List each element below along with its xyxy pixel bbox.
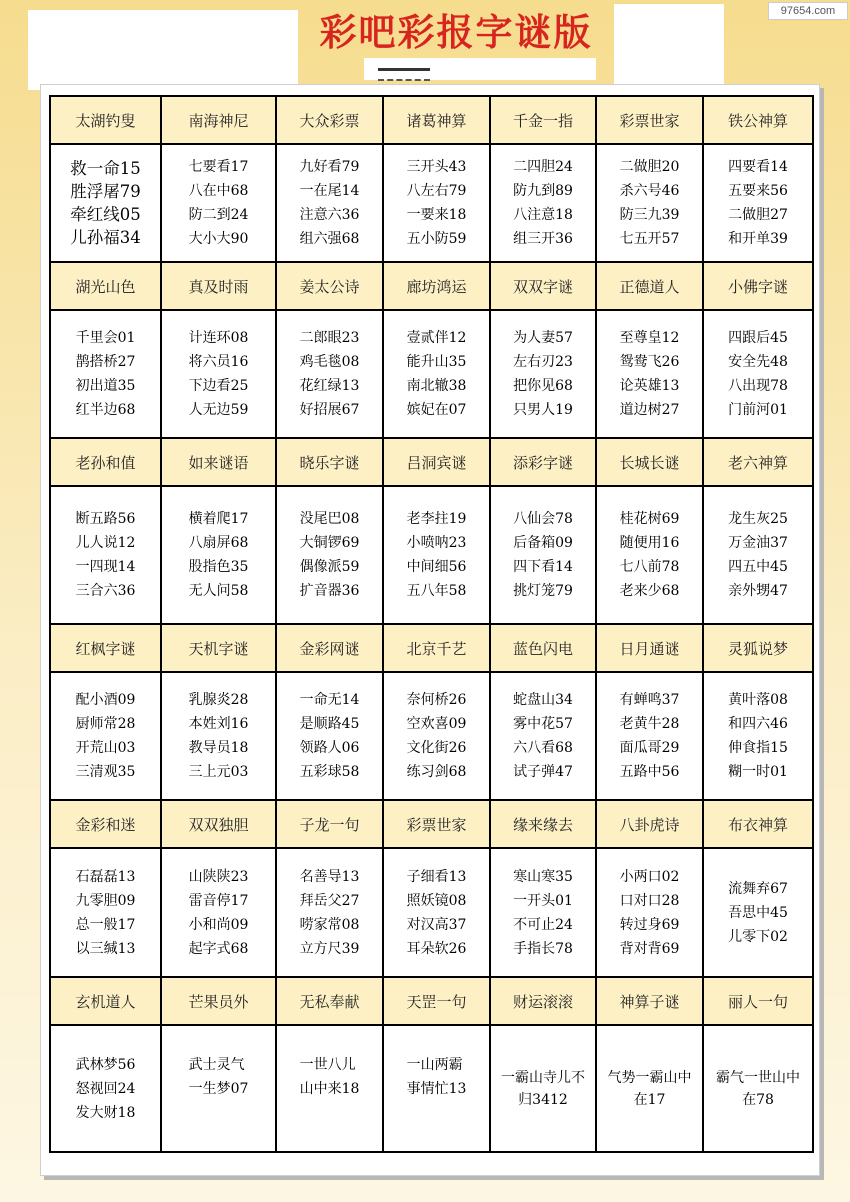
riddle-line: 伸食指15: [728, 740, 788, 756]
riddle-line: 黄叶落08: [728, 692, 788, 708]
source-name-cell: 北京千艺: [383, 624, 490, 672]
source-name-cell: 财运滚滚: [490, 977, 596, 1025]
riddle-line: 三开头43: [406, 159, 467, 175]
riddle-line: 蛇盘山34: [513, 692, 573, 708]
riddle-line: 试子弹47: [513, 764, 573, 780]
section-body-row: [50, 310, 813, 438]
source-name-cell: 子龙一句: [276, 800, 383, 848]
riddle-line: 空欢喜09: [406, 716, 467, 732]
riddle-cell: [161, 486, 276, 624]
riddle-line: 防二到24: [188, 207, 249, 223]
riddle-line: 四跟后45: [728, 330, 788, 346]
riddle-line: 扩音器36: [299, 583, 360, 599]
riddle-line: 乳腺炎28: [188, 692, 249, 708]
riddle-line: 转过身69: [619, 916, 680, 933]
riddle-line: 七五开57: [619, 231, 680, 247]
riddle-line: 九零胆09: [75, 892, 136, 909]
riddle-line: 五八年58: [406, 583, 467, 599]
riddle-lines: [189, 326, 249, 422]
riddle-lines: [300, 1053, 360, 1125]
riddle-line: 子细看13: [406, 868, 467, 885]
riddle-cell: [50, 1025, 161, 1152]
riddle-line: 八注意18: [513, 207, 573, 223]
riddle-line: 南北辙38: [406, 378, 467, 394]
riddle-table: [49, 95, 814, 1153]
riddle-cell: [703, 310, 813, 438]
riddle-line: 配小酒09: [75, 692, 136, 708]
riddle-line: 牵红线05: [70, 205, 141, 224]
riddle-line: 七八前78: [619, 559, 680, 575]
riddle-line: 领路人06: [299, 740, 360, 756]
source-name-cell: 玄机道人: [50, 977, 161, 1025]
riddle-cell: [596, 1025, 703, 1152]
riddle-line: 起字式68: [188, 940, 249, 957]
riddle-line: 三合六36: [75, 583, 136, 599]
riddle-line: 为人妻57: [513, 330, 573, 346]
riddle-cell: [276, 310, 383, 438]
riddle-line: 中间细56: [406, 559, 467, 575]
riddle-line: 杀六号46: [619, 183, 680, 199]
scribble-mark: [378, 68, 430, 81]
riddle-line: 名善导13: [299, 868, 360, 885]
riddle-line: 八出现78: [728, 378, 788, 394]
riddle-line: 一四现14: [75, 559, 136, 575]
riddle-lines: [728, 688, 788, 784]
riddle-line: 一开头01: [513, 892, 573, 909]
riddle-line: 小和尚09: [188, 916, 249, 933]
riddle-lines: [300, 155, 360, 251]
source-name-cell: 诸葛神算: [383, 96, 490, 144]
riddle-line: 口对口28: [619, 892, 680, 909]
riddle-cell: [490, 144, 596, 262]
riddle-cell: [490, 1025, 596, 1152]
source-name-cell: 神算子谜: [596, 977, 703, 1025]
riddle-lines: [407, 155, 467, 251]
riddle-cell: [596, 486, 703, 624]
riddle-line: 一山两霸: [406, 1056, 463, 1073]
riddle-cell: [490, 310, 596, 438]
riddle-line: 无人问58: [188, 583, 249, 599]
riddle-lines: [620, 507, 680, 603]
riddle-cell: [383, 486, 490, 624]
site-watermark: 97654.com: [768, 2, 848, 20]
riddle-line: 只男人19: [513, 402, 573, 418]
riddle-lines: [728, 507, 788, 603]
riddle-cell: [490, 486, 596, 624]
riddle-line: 八扇屏68: [188, 535, 249, 551]
riddle-line: 组六强68: [299, 231, 360, 247]
riddle-line: 糊一时01: [728, 764, 788, 780]
riddle-line: 横着爬17: [188, 511, 249, 527]
riddle-line: 三上元03: [188, 764, 249, 780]
riddle-lines: [513, 688, 573, 784]
source-name-cell: 铁公神算: [703, 96, 813, 144]
riddle-line: 面瓜哥29: [619, 740, 680, 756]
riddle-line: 左右刃23: [513, 354, 573, 370]
riddle-line: 挑灯笼79: [513, 583, 573, 599]
riddle-lines: [300, 865, 360, 961]
riddle-line: 九好看79: [299, 159, 360, 175]
riddle-line: 注意六36: [299, 207, 360, 223]
source-name-cell: 天罡一句: [383, 977, 490, 1025]
source-name-cell: 大众彩票: [276, 96, 383, 144]
riddle-line: 练习剑68: [406, 764, 467, 780]
riddle-lines: [620, 865, 680, 961]
riddle-line: 组三开36: [513, 231, 573, 247]
section-header-row: [50, 262, 813, 310]
riddle-line: 照妖镜08: [406, 892, 467, 909]
riddle-lines: [620, 326, 680, 422]
source-name-cell: 小佛字谜: [703, 262, 813, 310]
riddle-cell: [383, 848, 490, 977]
source-name-cell: 灵狐说梦: [703, 624, 813, 672]
section-header-row: [50, 977, 813, 1025]
source-name-cell: 千金一指: [490, 96, 596, 144]
source-name-cell: 金彩和迷: [50, 800, 161, 848]
riddle-lines: [407, 865, 467, 961]
riddle-cell: [383, 672, 490, 800]
riddle-cell: [703, 848, 813, 977]
riddle-line: 武士灵气: [188, 1056, 245, 1073]
section-body-row: [50, 486, 813, 624]
riddle-line: 至尊皇12: [619, 330, 680, 346]
riddle-line: 鹊搭桥27: [75, 354, 136, 370]
riddle-line: 一生梦07: [188, 1080, 249, 1097]
riddle-lines: [602, 1067, 698, 1111]
riddle-cell: [383, 310, 490, 438]
riddle-line: 防三九39: [619, 207, 680, 223]
riddle-line: 五要来56: [728, 183, 788, 199]
riddle-line: 没尾巴08: [299, 511, 360, 527]
riddle-line: 发大财18: [75, 1104, 136, 1121]
riddle-lines: [189, 865, 249, 961]
riddle-cell: [161, 848, 276, 977]
riddle-line: 怒视回24: [75, 1080, 136, 1097]
source-name-cell: 廊坊鸿运: [383, 262, 490, 310]
riddle-lines: [620, 155, 680, 251]
riddle-cell: [703, 486, 813, 624]
source-name-cell: 红枫字谜: [50, 624, 161, 672]
riddle-line: 花红绿13: [299, 378, 360, 394]
riddle-lines: [300, 507, 360, 603]
riddle-cell: [50, 672, 161, 800]
riddle-line: 流舞弃67: [728, 880, 788, 897]
riddle-line: 六八看68: [513, 740, 573, 756]
riddle-line: 背对背69: [619, 940, 680, 957]
riddle-cell: [161, 144, 276, 262]
riddle-line: 论英雄13: [619, 378, 680, 394]
riddle-line: 安全先48: [728, 354, 788, 370]
riddle-line: 把你见68: [513, 378, 573, 394]
riddle-line: 山陕陕23: [188, 868, 249, 885]
riddle-line: 股指色35: [188, 559, 249, 575]
riddle-line: 吾思中45: [728, 904, 788, 921]
riddle-cell: [596, 310, 703, 438]
source-name-cell: 真及时雨: [161, 262, 276, 310]
source-name-cell: 添彩字谜: [490, 438, 596, 486]
riddle-line: 大铜锣69: [299, 535, 360, 551]
riddle-line: 八在中68: [188, 183, 249, 199]
blank-area-right: [614, 4, 724, 90]
riddle-line: 红半边68: [75, 402, 136, 418]
source-name-cell: 太湖钓叟: [50, 96, 161, 144]
section-body-row: [50, 672, 813, 800]
riddle-line: 石磊磊13: [75, 868, 136, 885]
riddle-line: 唠家常08: [299, 916, 360, 933]
riddle-line: 霸气一世山中在78: [716, 1069, 800, 1108]
source-name-cell: 晓乐字谜: [276, 438, 383, 486]
riddle-cell: [50, 848, 161, 977]
riddle-lines: [76, 1053, 136, 1125]
riddle-line: 儿零下02: [728, 928, 788, 945]
riddle-line: 山中来18: [299, 1080, 360, 1097]
riddle-line: 儿人说12: [75, 535, 136, 551]
riddle-line: 七要看17: [188, 159, 249, 175]
riddle-line: 教导员18: [188, 740, 249, 756]
source-name-cell: 金彩网谜: [276, 624, 383, 672]
riddle-cell: [50, 486, 161, 624]
source-name-cell: 南海神尼: [161, 96, 276, 144]
riddle-line: 将六员16: [188, 354, 249, 370]
riddle-cell: [703, 144, 813, 262]
riddle-lines: [620, 688, 680, 784]
riddle-line: 和开单39: [728, 231, 788, 247]
section-header-row: [50, 800, 813, 848]
riddle-lines: [76, 865, 136, 961]
riddle-lines: [513, 326, 573, 422]
riddle-cell: [276, 486, 383, 624]
riddle-cell: [383, 144, 490, 262]
riddle-line: 能升山35: [406, 354, 467, 370]
riddle-cell: [276, 1025, 383, 1152]
riddle-line: 初出道35: [75, 378, 136, 394]
riddle-line: 嫔妃在07: [406, 402, 467, 418]
riddle-line: 有蝉鸣37: [619, 692, 680, 708]
source-name-cell: 布衣神算: [703, 800, 813, 848]
riddle-line: 一世八儿: [299, 1056, 356, 1073]
riddle-line: 五彩球58: [299, 764, 360, 780]
riddle-line: 小两口02: [619, 868, 680, 885]
riddle-line: 下边看25: [188, 378, 249, 394]
riddle-line: 随便用16: [619, 535, 680, 551]
riddle-cell: [490, 848, 596, 977]
riddle-lines: [513, 507, 573, 603]
riddle-line: 老黄牛28: [619, 716, 680, 732]
riddle-line: 不可止24: [513, 916, 573, 933]
riddle-line: 道边树27: [619, 402, 680, 418]
riddle-cell: [161, 310, 276, 438]
riddle-line: 手指长78: [513, 940, 573, 957]
riddle-line: 后备箱09: [513, 535, 573, 551]
riddle-line: 本姓刘16: [188, 716, 249, 732]
riddle-cell: [596, 144, 703, 262]
riddle-lines: [189, 688, 249, 784]
riddle-line: 老来少68: [619, 583, 680, 599]
riddle-line: 壹贰伴12: [406, 330, 467, 346]
riddle-cell: [276, 848, 383, 977]
riddle-line: 门前河01: [728, 402, 788, 418]
source-name-cell: 正德道人: [596, 262, 703, 310]
riddle-line: 人无边59: [188, 402, 249, 418]
riddle-line: 鸡毛毯08: [299, 354, 360, 370]
riddle-line: 胜浮屠79: [70, 182, 141, 201]
source-name-cell: 天机字谜: [161, 624, 276, 672]
riddle-line: 八仙会78: [513, 511, 573, 527]
source-name-cell: 吕洞宾谜: [383, 438, 490, 486]
source-name-cell: 如来谜语: [161, 438, 276, 486]
riddle-cell: [596, 672, 703, 800]
source-name-cell: 日月通谜: [596, 624, 703, 672]
riddle-line: 二做胆27: [728, 207, 788, 223]
riddle-lines: [710, 1067, 806, 1111]
source-name-cell: 长城长谜: [596, 438, 703, 486]
riddle-lines: [70, 157, 141, 249]
riddle-line: 偶像派59: [299, 559, 360, 575]
riddle-line: 计连环08: [188, 330, 249, 346]
riddle-line: 万金油37: [728, 535, 788, 551]
riddle-cell: [50, 144, 161, 262]
riddle-line: 雷音停17: [188, 892, 249, 909]
riddle-line: 事情忙13: [406, 1080, 467, 1097]
riddle-lines: [407, 688, 467, 784]
source-name-cell: 彩票世家: [383, 800, 490, 848]
source-name-cell: 无私奉献: [276, 977, 383, 1025]
riddle-lines: [189, 507, 249, 603]
riddle-line: 千里会01: [75, 330, 136, 346]
riddle-line: 气势一霸山中在17: [607, 1069, 692, 1108]
source-name-cell: 芒果员外: [161, 977, 276, 1025]
riddle-cell: [276, 672, 383, 800]
riddle-line: 四要看14: [728, 159, 788, 175]
riddle-line: 一要来18: [406, 207, 467, 223]
riddle-lines: [407, 507, 467, 603]
riddle-cell: [703, 1025, 813, 1152]
riddle-line: 五小防59: [406, 231, 467, 247]
riddle-cell: [276, 144, 383, 262]
riddle-line: 寒山寒35: [513, 868, 573, 885]
riddle-line: 五路中56: [619, 764, 680, 780]
source-name-cell: 八卦虎诗: [596, 800, 703, 848]
section-header-row: [50, 624, 813, 672]
riddle-lines: [728, 155, 788, 251]
riddle-lines: [513, 155, 573, 251]
riddle-lines: [300, 326, 360, 422]
riddle-line: 好招展67: [299, 402, 360, 418]
riddle-line: 亲外甥47: [728, 583, 788, 599]
riddle-cell: [161, 1025, 276, 1152]
riddle-line: 防九到89: [513, 183, 573, 199]
riddle-cell: [161, 672, 276, 800]
riddle-cell: [50, 310, 161, 438]
riddle-line: 武林梦56: [75, 1056, 136, 1073]
section-body-row: [50, 144, 813, 262]
riddle-line: 一霸山寺儿不归3412: [501, 1069, 585, 1108]
riddle-line: 以三缄13: [75, 940, 136, 957]
source-name-cell: 姜太公诗: [276, 262, 383, 310]
riddle-lines: [407, 1053, 467, 1125]
source-name-cell: 老六神算: [703, 438, 813, 486]
riddle-lines: [728, 877, 788, 949]
riddle-line: 救一命15: [70, 159, 141, 178]
riddle-line: 厨师常28: [75, 716, 136, 732]
riddle-lines: [513, 865, 573, 961]
riddle-lines: [189, 155, 249, 251]
riddle-lines: [495, 1067, 591, 1111]
riddle-lines: [728, 326, 788, 422]
riddle-line: 龙生灰25: [728, 511, 788, 527]
riddle-lines: [189, 1053, 249, 1125]
riddle-line: 大小大90: [188, 231, 249, 247]
source-name-cell: 彩票世家: [596, 96, 703, 144]
page-title: 彩吧彩报字谜版: [319, 11, 593, 54]
riddle-line: 二四胆24: [513, 159, 573, 175]
riddle-line: 拜岳父27: [299, 892, 360, 909]
section-header-row: [50, 438, 813, 486]
riddle-line: 桂花树69: [619, 511, 680, 527]
riddle-line: 鸳鸯飞26: [619, 354, 680, 370]
source-name-cell: 双双独胆: [161, 800, 276, 848]
riddle-lines: [407, 326, 467, 422]
riddle-line: 四五中45: [728, 559, 788, 575]
source-name-cell: 蓝色闪电: [490, 624, 596, 672]
riddle-line: 一在尾14: [299, 183, 360, 199]
riddle-cell: [596, 848, 703, 977]
riddle-line: 耳朵软26: [406, 940, 467, 957]
source-name-cell: 湖光山色: [50, 262, 161, 310]
riddle-line: 一命无14: [299, 692, 360, 708]
riddle-cell: [703, 672, 813, 800]
section-body-row: [50, 1025, 813, 1152]
riddle-line: 二郎眼23: [299, 330, 360, 346]
riddle-lines: [76, 688, 136, 784]
riddle-line: 三清观35: [75, 764, 136, 780]
riddle-line: 开荒山03: [75, 740, 136, 756]
source-name-cell: 双双字谜: [490, 262, 596, 310]
riddle-line: 是顺路45: [299, 716, 360, 732]
riddle-line: 奈何桥26: [406, 692, 467, 708]
riddle-line: 八左右79: [406, 183, 467, 199]
section-header-row: [50, 96, 813, 144]
riddle-line: 对汉高37: [406, 916, 467, 933]
riddle-line: 儿孙福34: [70, 228, 141, 247]
riddle-line: 老李拄19: [406, 511, 467, 527]
riddle-line: 立方尺39: [299, 940, 360, 957]
riddle-cell: [490, 672, 596, 800]
source-name-cell: 丽人一句: [703, 977, 813, 1025]
riddle-lines: [76, 507, 136, 603]
riddle-lines: [300, 688, 360, 784]
riddle-line: 断五路56: [75, 511, 136, 527]
riddle-line: 小喷呐23: [406, 535, 467, 551]
riddle-line: 雾中花57: [513, 716, 573, 732]
riddle-line: 文化街26: [406, 740, 467, 756]
riddle-cell: [383, 1025, 490, 1152]
riddle-line: 二做胆20: [619, 159, 680, 175]
riddle-line: 总一般17: [75, 916, 136, 933]
blank-area-left: [28, 10, 298, 90]
source-name-cell: 缘来缘去: [490, 800, 596, 848]
riddle-line: 四下看14: [513, 559, 573, 575]
source-name-cell: 老孙和值: [50, 438, 161, 486]
riddle-line: 和四六46: [728, 716, 788, 732]
riddle-lines: [76, 326, 136, 422]
section-body-row: [50, 848, 813, 977]
